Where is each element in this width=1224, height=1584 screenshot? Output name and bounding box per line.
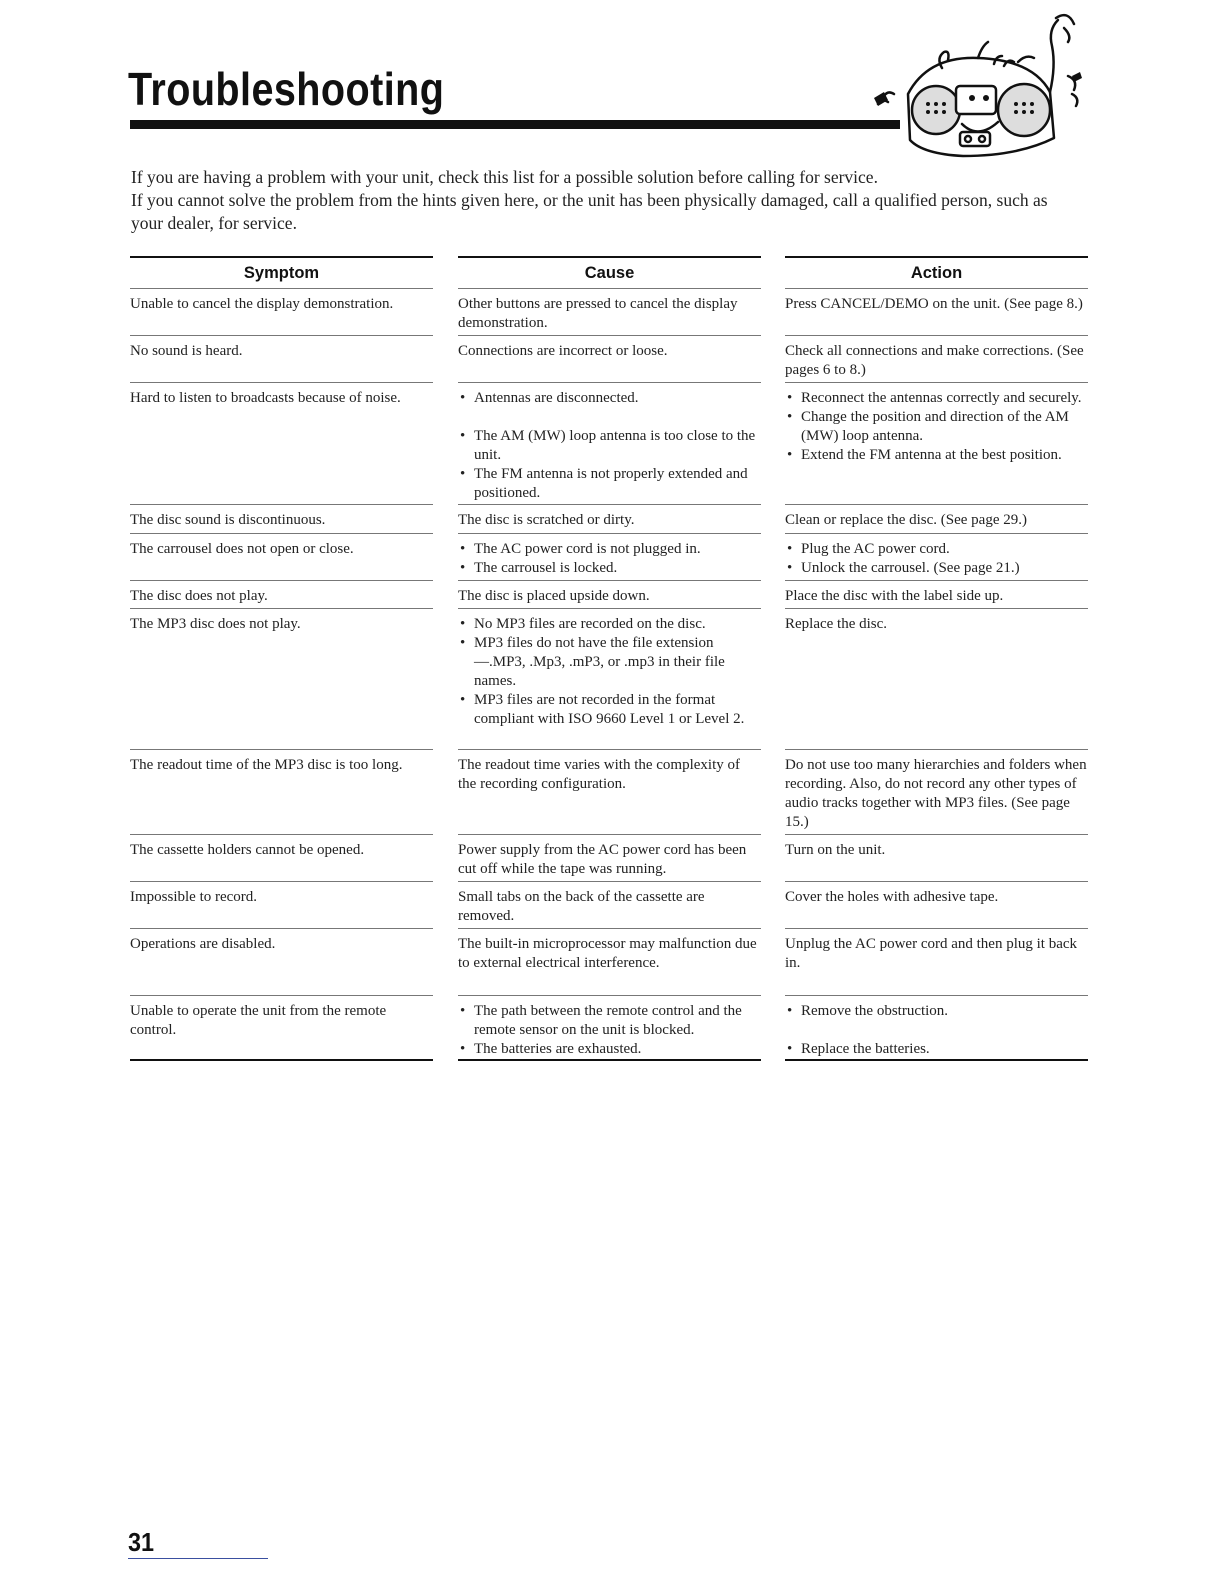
symptom-cell: The carrousel does not open or close. (130, 533, 433, 559)
symptom-cell: Operations are disabled. (130, 928, 433, 954)
action-cell (785, 533, 1088, 578)
table-bottom-rule (458, 1059, 761, 1061)
cause-cell (458, 995, 761, 1059)
bullet-item: • Extend the FM antenna at the best position. (785, 446, 1088, 465)
action-cell: Press CANCEL/DEMO on the unit. (See page 8.) (785, 288, 1088, 314)
symptom-cell: The disc sound is discontinuous. (130, 504, 433, 530)
action-cell (785, 382, 1088, 465)
cause-cell: The disc is scratched or dirty. (458, 504, 761, 530)
bullet-item: • The AC power cord is not plugged in. (458, 540, 761, 559)
bullet-item: • The batteries are exhausted. (458, 1040, 761, 1059)
table-bottom-rule (785, 1059, 1088, 1061)
symptom-cell: The MP3 disc does not play. (130, 608, 433, 634)
action-cell: Check all connections and make corrections. (See pages 6 to 8.) (785, 335, 1088, 380)
action-cell: Turn on the unit. (785, 834, 1088, 860)
cause-cell (458, 608, 761, 729)
action-cell: Place the disc with the label side up. (785, 580, 1088, 606)
bullet-item: • MP3 files do not have the file extension—.MP3, .Mp3, .mP3, or .mp3 in their file names. (458, 634, 761, 691)
page-number: 31 (128, 1527, 155, 1557)
bullet-item: • Replace the batteries. (785, 1040, 1088, 1059)
bullet-item: • The path between the remote control and the remote sensor on the unit is blocked. (458, 1002, 761, 1040)
symptom-cell: Unable to operate the unit from the remote control. (130, 995, 433, 1040)
action-cell: Clean or replace the disc. (See page 29.) (785, 504, 1088, 530)
symptom-column (130, 256, 433, 1038)
cause-cell: The disc is placed upside down. (458, 580, 761, 606)
cause-cell: The built-in microprocessor may malfunction due to external electrical interference. (458, 928, 761, 973)
cause-cell (458, 382, 761, 503)
action-cell: Replace the disc. (785, 608, 1088, 634)
cause-header: Cause (458, 256, 761, 289)
symptom-cell: The cassette holders cannot be opened. (130, 834, 433, 860)
intro-paragraph: If you cannot solve the problem from the hints given here, or the unit has been physically damaged, call a qualified person, such as your dealer, for service. (131, 190, 1048, 233)
action-cell: Unplug the AC power cord and then plug it back in. (785, 928, 1088, 973)
action-cell: Do not use too many hierarchies and folders when recording. Also, do not record any other types of audio tracks together with MP3 files. (See page 15.) (785, 749, 1088, 832)
title-underline (130, 120, 900, 129)
symptom-cell: Impossible to record. (130, 881, 433, 907)
symptom-header: Symptom (130, 256, 433, 289)
action-cell (785, 995, 1088, 1059)
cause-cell (458, 533, 761, 578)
bullet-item: • Remove the obstruction. (785, 1002, 1088, 1021)
page-title: Troubleshooting (128, 63, 445, 115)
bullet-item: • Change the position and direction of the AM (MW) loop antenna. (785, 408, 1088, 446)
symptom-cell: Unable to cancel the display demonstration. (130, 288, 433, 314)
bullet-item: • No MP3 files are recorded on the disc. (458, 615, 761, 634)
cause-cell: Small tabs on the back of the cassette are removed. (458, 881, 761, 926)
intro-paragraph: If you are having a problem with your unit, check this list for a possible solution before calling for service. (131, 167, 878, 187)
boombox-cartoon-icon (868, 6, 1088, 162)
action-header: Action (785, 256, 1088, 289)
symptom-cell: The disc does not play. (130, 580, 433, 606)
symptom-cell: Hard to listen to broadcasts because of noise. (130, 382, 433, 408)
bullet-item: • The carrousel is locked. (458, 559, 761, 578)
page-number-rule (128, 1558, 268, 1559)
bullet-item: • The FM antenna is not properly extended and positioned. (458, 465, 761, 503)
cause-cell: Other buttons are pressed to cancel the display demonstration. (458, 288, 761, 333)
bullet-item: • MP3 files are not recorded in the format compliant with ISO 9660 Level 1 or Level 2. (458, 691, 761, 729)
bullet-item: • The AM (MW) loop antenna is too close to the unit. (458, 427, 761, 465)
symptom-cell: The readout time of the MP3 disc is too long. (130, 749, 433, 775)
bullet-item: • Plug the AC power cord. (785, 540, 1088, 559)
cause-cell: Power supply from the AC power cord has been cut off while the tape was running. (458, 834, 761, 879)
cause-cell: Connections are incorrect or loose. (458, 335, 761, 361)
cause-column (458, 256, 761, 1057)
action-cell: Cover the holes with adhesive tape. (785, 881, 1088, 907)
symptom-cell: No sound is heard. (130, 335, 433, 361)
cause-cell: The readout time varies with the complexity of the recording configuration. (458, 749, 761, 794)
bullet-item: • Antennas are disconnected. (458, 389, 761, 408)
bullet-item: • Reconnect the antennas correctly and securely. (785, 389, 1088, 408)
table-bottom-rule (130, 1059, 433, 1061)
bullet-item: • Unlock the carrousel. (See page 21.) (785, 559, 1088, 578)
action-column (785, 256, 1088, 1057)
intro-text (131, 166, 1081, 235)
